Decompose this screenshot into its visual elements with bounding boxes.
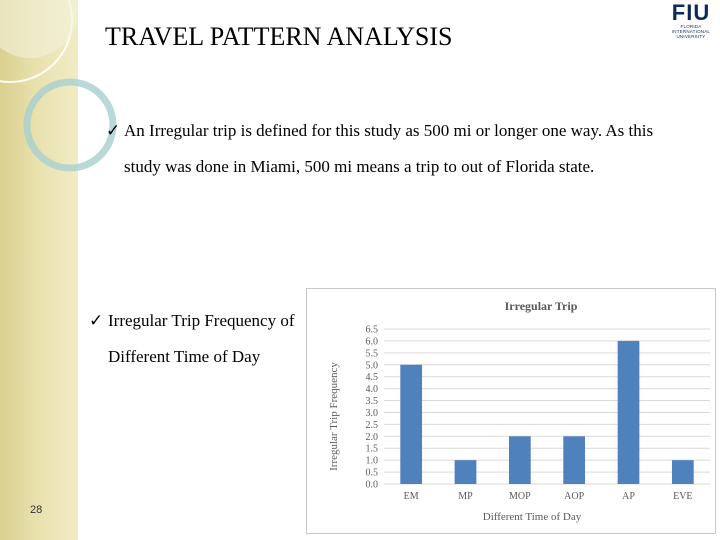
y-tick-label: 2.0 [365,431,378,443]
y-tick-label: 4.0 [365,384,378,396]
logo-line-1: FLORIDA [680,24,702,29]
y-tick-label: 6.5 [365,324,378,336]
y-tick-label: 5.5 [365,348,378,360]
y-tick-label: 2.5 [365,419,378,431]
logo-line-3: UNIVERSITY [676,34,706,39]
bar [672,460,694,484]
x-tick-label: EVE [673,491,693,502]
chart-title: Irregular Trip [504,299,578,313]
y-axis-label: Irregular Trip Frequency [328,362,340,471]
checkmark-icon: ✓ [106,121,121,140]
logo-line-2: INTERNATIONAL [671,29,711,34]
x-axis-label: Different Time of Day [482,511,582,523]
y-tick-label: 0.5 [365,467,378,479]
y-tick-label: 1.0 [365,455,378,467]
bar [400,365,422,484]
bullet-frequency-text: Irregular Trip Frequency of Different Time of Day [108,311,295,366]
bar [618,341,640,484]
logo-mark: FIU [671,0,711,25]
chart-container [306,288,716,534]
y-tick-label: 0.0 [365,479,378,491]
y-tick-label: 5.0 [365,360,378,372]
checkmark-icon: ✓ [89,311,104,330]
x-tick-label: AP [622,491,635,502]
slide-number: 28 [30,504,43,516]
bullet-frequency [89,303,319,375]
bar [563,436,585,484]
y-tick-label: 3.5 [365,396,378,408]
y-tick-label: 6.0 [365,336,378,348]
irregular-trip-chart [307,289,715,533]
bar [509,436,531,484]
slide-title: TRAVEL PATTERN ANALYSIS [105,22,453,51]
y-tick-label: 1.5 [365,443,378,455]
bullet-definition [106,113,691,185]
x-tick-label: MOP [508,491,531,502]
y-tick-label: 4.5 [365,372,378,384]
x-tick-label: EM [403,491,419,502]
bar [455,460,477,484]
bullet-definition-text: An Irregular trip is defined for this study as 500 mi or longer one way. As this study was done in Miami, 500 mi means a trip to out of Florida state. [124,121,654,176]
y-tick-label: 3.0 [365,407,378,419]
fiu-logo [664,2,718,44]
x-tick-label: MP [458,491,473,502]
x-tick-label: AOP [564,491,585,502]
